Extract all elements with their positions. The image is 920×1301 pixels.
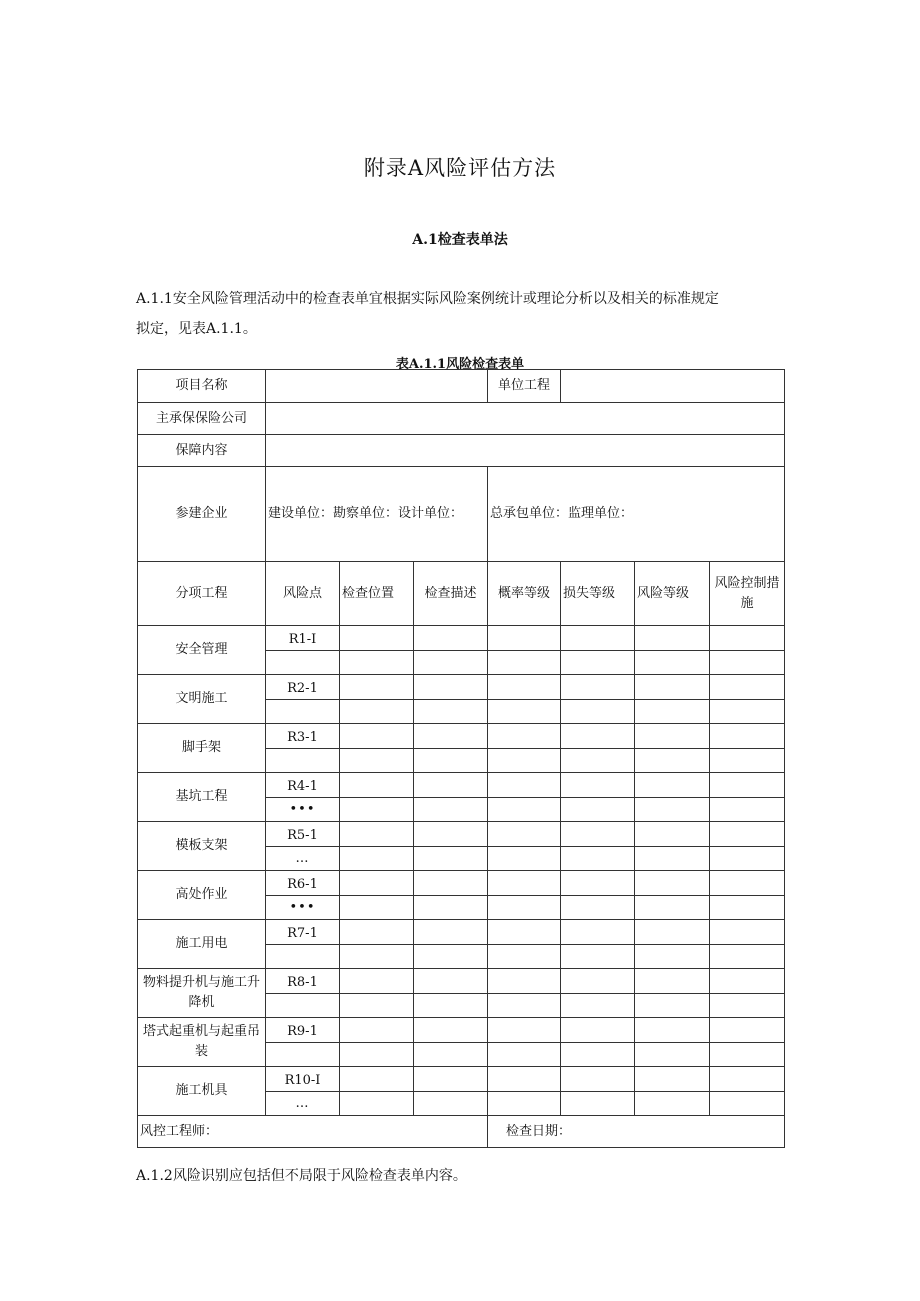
empty-cell (710, 798, 785, 822)
empty-cell (710, 1067, 785, 1092)
empty-cell (414, 651, 488, 675)
empty-cell (414, 626, 488, 651)
empty-cell (710, 822, 785, 847)
empty-cell (635, 651, 710, 675)
empty-cell (414, 920, 488, 945)
empty-cell (340, 847, 414, 871)
empty-cell (635, 920, 710, 945)
insurer-value (266, 403, 785, 435)
empty-cell (561, 945, 635, 969)
header-cell: 风险点 (266, 562, 340, 626)
empty-cell (635, 749, 710, 773)
empty-cell (488, 896, 561, 920)
empty-cell (414, 700, 488, 724)
empty-cell (635, 773, 710, 798)
table-row (138, 822, 785, 847)
empty-cell (561, 651, 635, 675)
empty-cell (414, 847, 488, 871)
empty-cell (414, 675, 488, 700)
risk-point-code: R2-1 (266, 675, 340, 700)
empty-cell (710, 945, 785, 969)
empty-cell (414, 773, 488, 798)
engineer-label: 风控工程师： (138, 1116, 488, 1148)
empty-cell (340, 920, 414, 945)
participants-right: 总承包单位：监理单位： (488, 467, 785, 562)
participants-left: 建设单位：勘察单位：设计单位： (266, 467, 488, 562)
item-name: 基坑工程 (138, 773, 266, 822)
empty-cell (561, 1067, 635, 1092)
empty-cell (561, 1092, 635, 1116)
empty-cell (710, 626, 785, 651)
empty-cell (710, 773, 785, 798)
empty-cell (488, 773, 561, 798)
empty-cell (414, 871, 488, 896)
empty-cell (340, 994, 414, 1018)
risk-point-continuation (266, 945, 340, 969)
empty-cell (414, 724, 488, 749)
empty-cell (710, 1092, 785, 1116)
empty-cell (561, 969, 635, 994)
empty-cell (635, 822, 710, 847)
empty-cell (340, 945, 414, 969)
risk-point-code: R1-I (266, 626, 340, 651)
empty-cell (635, 675, 710, 700)
risk-point-code: R4-1 (266, 773, 340, 798)
table-row (138, 871, 785, 896)
coverage-label: 保障内容 (138, 435, 266, 467)
empty-cell (488, 969, 561, 994)
empty-cell (488, 847, 561, 871)
participants-label: 参建企业 (138, 467, 266, 562)
item-name: 施工机具 (138, 1067, 266, 1116)
empty-cell (340, 724, 414, 749)
empty-cell (710, 994, 785, 1018)
empty-cell (710, 651, 785, 675)
empty-cell (414, 1067, 488, 1092)
empty-cell (561, 626, 635, 651)
table-row (138, 920, 785, 945)
table-row (138, 724, 785, 749)
empty-cell (488, 700, 561, 724)
project-name-value (266, 370, 488, 403)
empty-cell (561, 871, 635, 896)
empty-cell (414, 1018, 488, 1043)
page-title: 附录A风险评估方法 (363, 156, 557, 180)
empty-cell (710, 969, 785, 994)
table-row (138, 1067, 785, 1092)
risk-point-continuation: … (266, 1092, 340, 1116)
table-caption: 表A.1.1风险检查表单 (395, 357, 525, 372)
empty-cell (488, 798, 561, 822)
unit-project-value (561, 370, 785, 403)
empty-cell (635, 1043, 710, 1067)
paragraph-line-2: 拟定，见表A.1.1。 (136, 321, 257, 337)
empty-cell (414, 822, 488, 847)
empty-cell (561, 920, 635, 945)
empty-cell (561, 798, 635, 822)
empty-cell (414, 749, 488, 773)
table-row (138, 626, 785, 651)
empty-cell (635, 969, 710, 994)
empty-cell (488, 626, 561, 651)
empty-cell (488, 675, 561, 700)
project-name-label: 项目名称 (138, 370, 266, 403)
risk-point-code: R8-1 (266, 969, 340, 994)
risk-point-continuation: ••• (266, 896, 340, 920)
item-name: 塔式起重机与起重吊装 (138, 1018, 266, 1067)
empty-cell (340, 1092, 414, 1116)
empty-cell (340, 626, 414, 651)
empty-cell (710, 847, 785, 871)
empty-cell (710, 1018, 785, 1043)
empty-cell (561, 847, 635, 871)
header-cell: 检查描述 (414, 562, 488, 626)
item-name: 文明施工 (138, 675, 266, 724)
header-cell: 分项工程 (138, 562, 266, 626)
empty-cell (561, 724, 635, 749)
inspection-date-label: 检查日期： (488, 1116, 785, 1148)
table-row (138, 675, 785, 700)
empty-cell (710, 749, 785, 773)
empty-cell (710, 896, 785, 920)
empty-cell (414, 994, 488, 1018)
header-cell: 风险控制措施 (710, 562, 785, 626)
empty-cell (340, 675, 414, 700)
risk-point-code: R7-1 (266, 920, 340, 945)
risk-point-code: R9-1 (266, 1018, 340, 1043)
header-row (138, 562, 785, 626)
empty-cell (635, 700, 710, 724)
empty-cell (340, 798, 414, 822)
empty-cell (414, 969, 488, 994)
empty-cell (635, 847, 710, 871)
risk-point-continuation: ••• (266, 798, 340, 822)
risk-point-code: R10-I (266, 1067, 340, 1092)
unit-project-label: 单位工程 (488, 370, 561, 403)
risk-point-code: R3-1 (266, 724, 340, 749)
empty-cell (340, 773, 414, 798)
table-row (138, 773, 785, 798)
risk-point-code: R5-1 (266, 822, 340, 847)
empty-cell (488, 1067, 561, 1092)
empty-cell (340, 651, 414, 675)
empty-cell (710, 1043, 785, 1067)
empty-cell (414, 1043, 488, 1067)
empty-cell (561, 773, 635, 798)
empty-cell (635, 945, 710, 969)
empty-cell (710, 675, 785, 700)
empty-cell (340, 822, 414, 847)
risk-point-code: R6-1 (266, 871, 340, 896)
empty-cell (488, 1043, 561, 1067)
empty-cell (710, 724, 785, 749)
empty-cell (488, 1018, 561, 1043)
empty-cell (340, 871, 414, 896)
empty-cell (561, 749, 635, 773)
insurer-label: 主承保保险公司 (138, 403, 266, 435)
risk-checklist-table (137, 369, 785, 1148)
empty-cell (340, 1067, 414, 1092)
empty-cell (561, 822, 635, 847)
empty-cell (340, 1043, 414, 1067)
empty-cell (635, 626, 710, 651)
empty-cell (488, 945, 561, 969)
empty-cell (635, 871, 710, 896)
empty-cell (561, 1043, 635, 1067)
item-name: 施工用电 (138, 920, 266, 969)
risk-point-continuation: … (266, 847, 340, 871)
empty-cell (488, 724, 561, 749)
paragraph (136, 284, 786, 344)
empty-cell (340, 896, 414, 920)
empty-cell (635, 1067, 710, 1092)
section-heading: A.1检查表单法 (412, 232, 508, 248)
empty-cell (414, 798, 488, 822)
item-name: 物料提升机与施工升降机 (138, 969, 266, 1018)
empty-cell (635, 994, 710, 1018)
header-cell: 损失等级 (561, 562, 635, 626)
empty-cell (635, 798, 710, 822)
risk-point-continuation (266, 994, 340, 1018)
empty-cell (561, 994, 635, 1018)
coverage-value (266, 435, 785, 467)
empty-cell (488, 1092, 561, 1116)
empty-cell (340, 749, 414, 773)
risk-point-continuation (266, 1043, 340, 1067)
empty-cell (340, 969, 414, 994)
empty-cell (561, 675, 635, 700)
risk-point-continuation (266, 700, 340, 724)
empty-cell (710, 920, 785, 945)
empty-cell (488, 871, 561, 896)
table-row (138, 1018, 785, 1043)
header-cell: 概率等级 (488, 562, 561, 626)
empty-cell (488, 920, 561, 945)
empty-cell (635, 896, 710, 920)
header-cell: 风险等级 (635, 562, 710, 626)
empty-cell (488, 994, 561, 1018)
item-name: 脚手架 (138, 724, 266, 773)
empty-cell (561, 896, 635, 920)
header-cell: 检查位置 (340, 562, 414, 626)
empty-cell (488, 651, 561, 675)
paragraph-line-1: A.1.1安全风险管理活动中的检查表单宜根据实际风险案例统计或理论分析以及相关的标准规定 (136, 291, 719, 307)
empty-cell (414, 1092, 488, 1116)
item-name: 模板支架 (138, 822, 266, 871)
empty-cell (340, 700, 414, 724)
empty-cell (340, 1018, 414, 1043)
risk-point-continuation (266, 749, 340, 773)
empty-cell (414, 896, 488, 920)
empty-cell (710, 700, 785, 724)
table-row (138, 969, 785, 994)
empty-cell (561, 700, 635, 724)
empty-cell (561, 1018, 635, 1043)
empty-cell (635, 1018, 710, 1043)
footnote: A.1.2风险识别应包括但不局限于风险检查表单内容。 (136, 1168, 467, 1184)
empty-cell (488, 749, 561, 773)
item-name: 高处作业 (138, 871, 266, 920)
empty-cell (635, 1092, 710, 1116)
empty-cell (635, 724, 710, 749)
empty-cell (488, 822, 561, 847)
item-name: 安全管理 (138, 626, 266, 675)
risk-point-continuation (266, 651, 340, 675)
empty-cell (710, 871, 785, 896)
empty-cell (414, 945, 488, 969)
